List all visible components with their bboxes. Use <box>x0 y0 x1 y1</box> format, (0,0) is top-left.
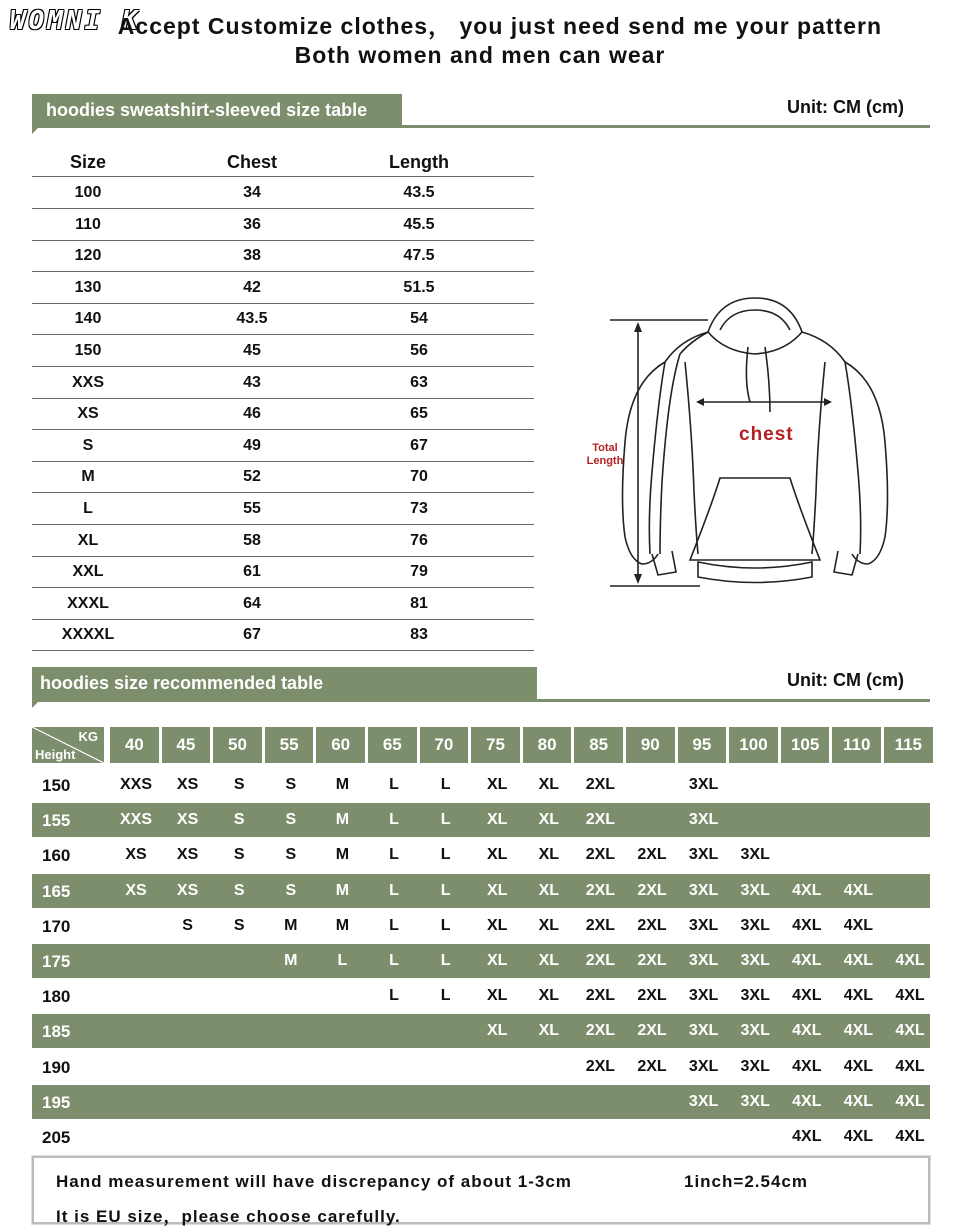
size-cell: L <box>389 916 399 934</box>
height-cell: 160 <box>42 846 71 866</box>
size-cell: 110 <box>75 215 101 233</box>
size-cell: XL <box>538 1022 560 1040</box>
size-cell: XXXL <box>67 594 109 612</box>
size-cell: XL <box>486 952 508 969</box>
size-cell: 120 <box>74 247 102 265</box>
size-cell: 2XL <box>637 952 667 969</box>
size-cell: XL <box>538 776 560 793</box>
chest-cell: 45 <box>243 342 261 359</box>
divider <box>32 125 930 128</box>
size-cell: S <box>233 811 245 829</box>
weight-header-cell: 50 <box>213 727 262 763</box>
size-cell: S <box>285 776 297 793</box>
table-row <box>32 619 534 651</box>
size-cell: L <box>83 500 93 517</box>
size-cell: XL <box>486 776 508 793</box>
size-cell: XXL <box>72 563 104 581</box>
table-row <box>32 874 930 908</box>
size-cell: S <box>233 881 245 899</box>
size-cell: 4XL <box>843 1092 874 1110</box>
weight-header-cell: 100 <box>729 727 778 763</box>
size-cell: XL <box>486 916 508 934</box>
table-row <box>32 303 534 335</box>
size-cell: S <box>82 436 94 454</box>
size-cell: 4XL <box>792 916 822 934</box>
size-cell: L <box>440 776 451 793</box>
size-cell: XS <box>176 811 199 829</box>
note-eu-size: It is EU size，please choose carefully. <box>56 1207 401 1226</box>
size-cell: 2XL <box>585 987 616 1005</box>
size-cell: L <box>440 846 451 864</box>
table-row <box>32 838 930 872</box>
length-column-header: Length <box>389 152 449 172</box>
length-cell: 79 <box>410 563 428 581</box>
chest-cell: 52 <box>243 468 261 486</box>
table-row <box>32 177 534 209</box>
table-row <box>32 768 930 802</box>
table-row <box>32 1050 930 1084</box>
weight-header-cell: 105 <box>781 727 830 763</box>
size-cell: 4XL <box>895 952 925 969</box>
table-row <box>32 525 534 557</box>
divider <box>32 127 39 134</box>
size-cell: 100 <box>74 184 102 201</box>
size-cell: 4XL <box>843 1022 874 1040</box>
table-row <box>32 1120 930 1154</box>
size-cell: 4XL <box>792 952 822 969</box>
weight-header-cell: 70 <box>420 727 469 763</box>
chest-cell: 34 <box>243 184 261 201</box>
size-cell: S <box>285 811 297 829</box>
length-cell: 54 <box>410 310 428 328</box>
size-cell: 2XL <box>585 881 616 899</box>
size-cell: 2XL <box>585 846 616 864</box>
size-cell: XL <box>538 811 560 829</box>
size-cell: XS <box>176 776 199 793</box>
note-inch-conversion: 1inch=2.54cm <box>684 1172 808 1191</box>
chest-cell: 43 <box>243 373 261 391</box>
size-cell: 4XL <box>895 1022 925 1040</box>
size-cell: M <box>284 916 298 934</box>
size-cell: 4XL <box>895 1128 925 1145</box>
size-cell: 3XL <box>688 1022 719 1040</box>
length-cell: 56 <box>410 342 428 359</box>
size-cell: 4XL <box>895 987 925 1005</box>
weight-header-cell: 85 <box>574 727 623 763</box>
length-cell: 81 <box>410 594 428 612</box>
size-cell: XXS <box>119 811 152 829</box>
size-table-unit: Unit: CM (cm) <box>787 97 904 117</box>
size-cell: XXS <box>71 373 104 391</box>
weight-header-cell: 75 <box>471 727 520 763</box>
weight-header-cell: 115 <box>884 727 933 763</box>
size-cell: 3XL <box>688 811 719 829</box>
length-cell: 65 <box>410 405 428 423</box>
size-cell: L <box>389 846 399 864</box>
size-cell: S <box>233 776 245 793</box>
size-cell: M <box>335 776 350 793</box>
chest-cell: 49 <box>243 436 261 454</box>
size-cell: S <box>285 881 297 899</box>
size-cell: L <box>440 916 451 934</box>
total-length-label-line-2: Length <box>586 455 624 467</box>
size-cell: 2XL <box>585 1022 616 1040</box>
size-cell: L <box>389 987 399 1005</box>
table-row <box>32 556 534 588</box>
size-cell: S <box>233 846 245 864</box>
height-cell: 175 <box>42 952 71 971</box>
length-cell: 76 <box>410 531 428 549</box>
size-cell: XL <box>486 1022 508 1040</box>
size-cell: XL <box>486 881 508 899</box>
height-cell: 155 <box>42 811 71 831</box>
table-row <box>32 1014 930 1048</box>
size-cell: XXS <box>119 776 152 793</box>
length-cell: 45.5 <box>403 215 435 233</box>
height-cell: 205 <box>42 1128 71 1147</box>
size-cell: 2XL <box>637 987 667 1005</box>
chest-cell: 67 <box>243 626 261 644</box>
size-cell: M <box>335 881 350 899</box>
chest-column-header: Chest <box>226 152 277 172</box>
size-cell: S <box>285 846 297 864</box>
chest-cell: 46 <box>243 405 261 423</box>
watermark-logo: WOMNI K <box>10 6 141 36</box>
table-row <box>32 461 534 493</box>
size-cell: L <box>389 811 399 829</box>
size-cell: 2XL <box>637 1057 667 1075</box>
size-cell: S <box>182 916 193 934</box>
corner-header <box>32 727 104 763</box>
size-cell: 3XL <box>740 1057 770 1075</box>
size-cell: 3XL <box>688 987 719 1005</box>
chest-cell: 43.5 <box>236 310 268 328</box>
chest-cell: 42 <box>243 278 261 296</box>
size-cell: 3XL <box>688 1092 719 1110</box>
size-cell: 2XL <box>637 846 667 864</box>
weight-header-cell: 60 <box>316 727 365 763</box>
weight-header-cell: 65 <box>368 727 417 763</box>
chest-cell: 55 <box>243 500 261 517</box>
table-row <box>32 979 930 1013</box>
height-cell: 150 <box>42 776 71 795</box>
weight-header-cell: 110 <box>832 727 881 763</box>
table-row <box>32 430 534 462</box>
length-cell: 73 <box>410 500 428 517</box>
size-cell: 4XL <box>895 1092 925 1110</box>
table-row <box>32 1085 930 1119</box>
size-cell: 2XL <box>637 916 667 934</box>
divider <box>32 699 930 702</box>
size-cell: L <box>440 811 451 829</box>
size-cell: XL <box>538 881 560 899</box>
size-cell: 3XL <box>740 952 770 969</box>
size-cell: S <box>233 916 245 934</box>
table-row <box>32 944 930 978</box>
size-cell: 2XL <box>585 952 616 969</box>
length-cell: 70 <box>410 468 428 486</box>
size-cell: 140 <box>74 310 102 328</box>
size-cell: XXXXL <box>61 626 115 644</box>
table-row <box>32 367 534 399</box>
table-row <box>32 493 534 525</box>
chest-cell: 61 <box>243 563 261 581</box>
length-cell: 47.5 <box>403 247 435 265</box>
size-cell: 2XL <box>585 916 616 934</box>
size-cell: L <box>389 881 399 899</box>
size-table-title: hoodies sweatshirt-sleeved size table <box>32 94 402 127</box>
size-cell: 4XL <box>792 1128 822 1145</box>
height-cell: 180 <box>42 987 71 1007</box>
size-cell: M <box>284 952 298 969</box>
size-cell: 3XL <box>740 846 770 864</box>
weight-header-cell: 45 <box>162 727 211 763</box>
size-cell: 3XL <box>688 846 719 864</box>
size-cell: L <box>440 987 451 1005</box>
table-row <box>32 272 534 304</box>
size-cell: 4XL <box>792 1022 822 1040</box>
size-cell: XS <box>176 846 199 864</box>
size-cell: 4XL <box>792 1057 822 1075</box>
table-row <box>32 588 534 620</box>
size-cell: 4XL <box>843 1057 874 1075</box>
size-cell: XL <box>538 952 560 969</box>
height-cell: 170 <box>42 916 71 936</box>
size-cell: 3XL <box>688 776 719 793</box>
note-discrepancy: Hand measurement will have discrepancy of about 1-3cm <box>56 1172 572 1191</box>
size-cell: L <box>440 952 451 969</box>
recommend-table-unit: Unit: CM (cm) <box>787 670 904 690</box>
note-box <box>32 1156 930 1224</box>
table-row <box>32 209 534 241</box>
size-cell: XL <box>486 987 508 1005</box>
chest-cell: 64 <box>243 594 261 612</box>
chest-cell: 58 <box>243 531 261 549</box>
size-cell: 4XL <box>843 1128 874 1145</box>
weight-header-cell: 80 <box>523 727 572 763</box>
size-cell: 3XL <box>740 1092 770 1110</box>
height-cell: 190 <box>42 1057 71 1077</box>
height-label: Height <box>35 747 76 762</box>
size-cell: 2XL <box>637 881 667 899</box>
size-cell: L <box>389 776 399 793</box>
size-cell: M <box>335 846 350 864</box>
length-cell: 67 <box>410 436 428 454</box>
table-row <box>32 803 930 837</box>
size-cell: XL <box>538 846 560 864</box>
size-cell: 3XL <box>688 881 719 899</box>
size-cell: 3XL <box>688 1057 719 1075</box>
table-row <box>32 398 534 430</box>
size-cell: L <box>440 881 451 899</box>
size-cell: 4XL <box>895 1057 925 1075</box>
total-length-label-line-1: Total <box>592 442 618 454</box>
size-cell: 130 <box>74 278 102 296</box>
height-cell: 195 <box>42 1092 71 1112</box>
chest-cell: 38 <box>243 247 261 265</box>
size-cell: XS <box>125 881 147 899</box>
length-cell: 51.5 <box>403 278 435 296</box>
table-row <box>32 909 930 943</box>
size-cell: 4XL <box>792 987 822 1005</box>
size-cell: 4XL <box>843 987 874 1005</box>
height-cell: 185 <box>42 1022 71 1042</box>
size-cell: 3XL <box>688 952 719 969</box>
divider <box>32 701 39 708</box>
size-cell: 4XL <box>792 881 822 899</box>
chest-cell: 36 <box>243 215 261 233</box>
size-cell: M <box>81 468 95 486</box>
size-cell: M <box>335 916 350 934</box>
total-length-label <box>583 442 627 468</box>
size-cell: 3XL <box>740 916 770 934</box>
size-cell: L <box>337 952 348 969</box>
weight-header-cell: 90 <box>626 727 675 763</box>
weight-header-cell: 40 <box>110 727 159 763</box>
size-cell: XL <box>538 916 560 934</box>
size-cell: 4XL <box>843 881 874 899</box>
size-cell: 2XL <box>585 1057 616 1075</box>
length-cell: 63 <box>410 373 428 391</box>
size-cell: 4XL <box>843 916 874 934</box>
size-cell: XL <box>486 846 508 864</box>
header-line-1: Accept Customize clothes， you just need send me your pattern <box>117 13 882 39</box>
size-cell: 4XL <box>843 952 874 969</box>
size-cell: XL <box>486 811 508 829</box>
length-cell: 43.5 <box>403 184 435 201</box>
weight-header-cell: 95 <box>678 727 727 763</box>
chest-label: chest <box>739 424 794 445</box>
size-cell: 2XL <box>585 811 616 829</box>
size-table-header <box>32 145 534 177</box>
height-cell: 165 <box>42 881 71 901</box>
size-cell: M <box>335 811 350 829</box>
header-line-2: Both women and men can wear <box>294 42 666 68</box>
size-cell: XL <box>538 987 560 1005</box>
size-cell: XS <box>176 881 199 899</box>
size-cell: 2XL <box>637 1022 667 1040</box>
size-cell: XL <box>77 531 99 549</box>
table-row <box>32 240 534 272</box>
recommend-table-title: hoodies size recommended table <box>32 667 537 699</box>
table-row <box>32 335 534 367</box>
kg-label: KG <box>78 729 98 744</box>
size-cell: 3XL <box>688 916 719 934</box>
size-cell: 4XL <box>792 1092 822 1110</box>
size-cell: 3XL <box>740 987 770 1005</box>
weight-header-cell: 55 <box>265 727 314 763</box>
size-cell: 2XL <box>585 776 616 793</box>
size-cell: XS <box>125 846 147 864</box>
size-cell: 3XL <box>740 881 770 899</box>
size-cell: L <box>389 952 399 969</box>
size-cell: 150 <box>74 342 102 359</box>
size-cell: 3XL <box>740 1022 770 1040</box>
length-cell: 83 <box>410 626 428 644</box>
size-cell: XS <box>77 405 99 423</box>
size-column-header: Size <box>69 152 107 172</box>
